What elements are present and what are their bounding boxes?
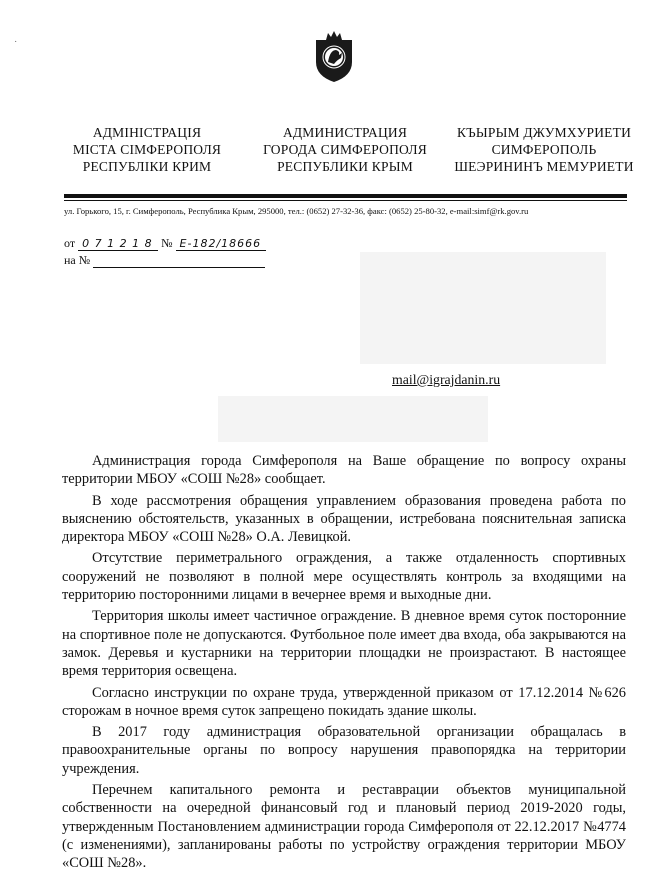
- header-divider-thin: [64, 200, 627, 201]
- date-prefix: от: [64, 236, 76, 250]
- paragraph: В 2017 году администрация образовательной организации обращалась в правоохранительные органы по вопросу нарушения правопорядка на территории учреждения.: [62, 724, 626, 777]
- org-rus-line-3: РЕСПУБЛИКИ КРЫМ: [277, 159, 413, 174]
- reference-prefix: на №: [64, 253, 91, 267]
- org-rus-line-2: ГОРОДА СИМФЕРОПОЛЯ: [263, 142, 427, 157]
- org-ukr-line-3: РЕСПУБЛІКИ КРИМ: [82, 159, 212, 174]
- paragraph: Территория школы имеет частичное ограждение. В дневное время суток посторонние на спортивное поле не допускаются. Футбольное поле имеет два входа, оба закрываются на замок. Деревья и кустарники на территории площадки не произрастают. В настоящее время территория освещена.: [62, 608, 626, 680]
- paragraph: Согласно инструкции по охране труда, утвержденной приказом от 17.12.2014 №626 сторожам в ночное время суток запрещено покидать здание школы.: [62, 684, 626, 719]
- paragraph: Администрация города Симферополя на Ваше обращение по вопросу охраны территории МБОУ «СОШ №28» сообщает.: [62, 453, 626, 488]
- org-crt-line-3: ШЕЭРИНИНЪ МЕМУРИЕТИ: [454, 159, 634, 174]
- org-name-crimean-tatar: [444, 124, 644, 175]
- org-ukr-line-1: АДМІНІСТРАЦІЯ: [92, 125, 202, 140]
- number-prefix: №: [161, 236, 173, 250]
- incoming-reference: [64, 253, 265, 268]
- org-ukr-line-2: МІСТА СІМФЕРОПОЛЯ: [72, 142, 222, 157]
- org-rus-line-1: АДМИНИСТРАЦИЯ: [282, 125, 408, 140]
- org-crt-line-1: КЪЫРЫМ ДЖУМХУРИЕТИ: [456, 125, 632, 140]
- number-value: E-182/18666: [179, 237, 262, 250]
- crimea-coat-of-arms-icon: [312, 30, 356, 84]
- org-name-ukrainian: [47, 124, 247, 175]
- org-crt-line-2: СИМФЕРОПОЛЬ: [491, 142, 597, 157]
- outgoing-registration: [64, 236, 266, 251]
- date-value: 0 7 1 2 1 8: [82, 237, 153, 250]
- paragraph: Отсутствие периметрального ограждения, а также отдаленность спортивных сооружений не позволяют в полной мере осуществлять контроль за входящими на территорию посторонними лицами в вечернее время и выходные дни.: [62, 550, 626, 604]
- redacted-salutation: [218, 396, 488, 442]
- letter-body: [62, 452, 626, 876]
- reference-field: [93, 254, 265, 268]
- paragraph: В ходе рассмотрения обращения управлением образования проведена работа по выяснению обстоятельств, указанных в обращении, истребована пояснительная записка директора МБОУ «СОШ №28» О.А. Левицкой.: [62, 492, 626, 546]
- recipient-email: mail@igrajdanin.ru: [392, 372, 501, 387]
- date-field: [78, 237, 158, 251]
- org-name-russian: [245, 124, 445, 175]
- redacted-recipient-block: [360, 252, 606, 364]
- paragraph: Перечнем капитального ремонта и реставрации объектов муниципальной собственности на очередной финансовый год и плановый период 2019-2020 годы, утвержденным Постановлением администрации города Симферополя от 22.12.2017 №4774 (с изменениями), запланированы работы по устройству ограждения территории МБОУ «СОШ №28».: [62, 782, 626, 872]
- header-divider-thick: [64, 194, 627, 198]
- scan-mark: ˙: [14, 40, 18, 51]
- number-field: [176, 237, 266, 251]
- contact-address: ул. Горького, 15, г. Симферополь, Республика Крым, 295000, тел.: (0652) 27-32-36, факс: (0652) 25-80-32, e-mail:simf@rk.gov.ru: [64, 206, 529, 216]
